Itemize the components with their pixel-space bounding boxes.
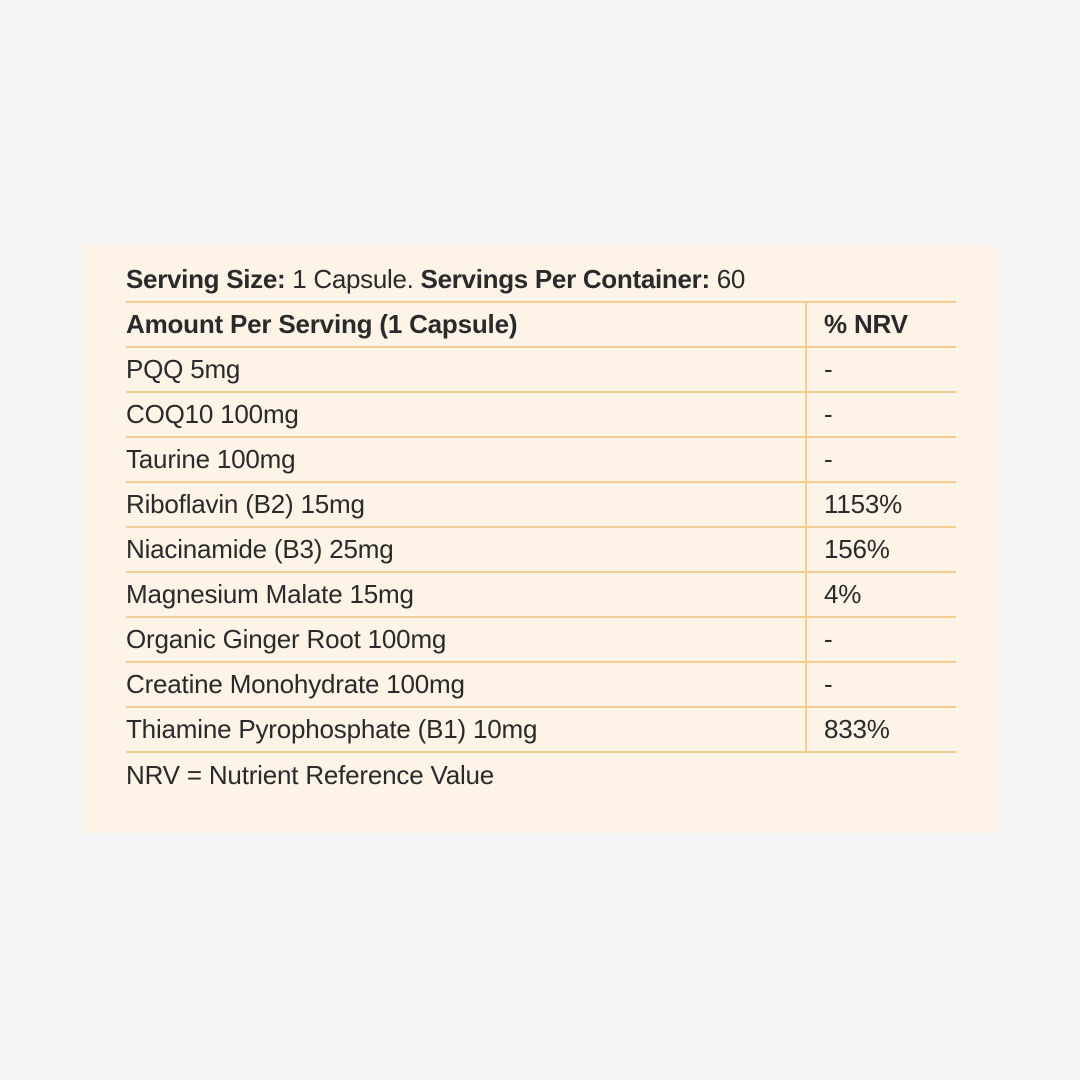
table-row: [126, 708, 956, 753]
ingredient-name: COQ10 100mg: [126, 393, 807, 436]
ingredient-nrv: 4%: [824, 579, 862, 609]
serving-size-value: 1 Capsule.: [285, 264, 414, 294]
ingredient-name: Riboflavin (B2) 15mg: [126, 483, 807, 526]
table-header-row: [126, 303, 956, 348]
servings-per-container-value: 60: [709, 264, 746, 294]
table-row: [126, 438, 956, 483]
supplement-facts-table: [126, 258, 956, 798]
table-row: [126, 483, 956, 528]
servings-per-container-label: Servings Per Container:: [413, 264, 710, 294]
ingredient-nrv: -: [824, 624, 833, 654]
ingredient-name: Magnesium Malate 15mg: [126, 573, 807, 616]
table-row: [126, 663, 956, 708]
ingredient-name: PQQ 5mg: [126, 348, 807, 391]
nrv-footnote: NRV = Nutrient Reference Value: [126, 760, 495, 790]
ingredient-nrv: 156%: [824, 534, 890, 564]
table-row: [126, 393, 956, 438]
ingredient-name: Thiamine Pyrophosphate (B1) 10mg: [126, 708, 807, 751]
header-amount: Amount Per Serving (1 Capsule): [126, 303, 807, 346]
ingredient-nrv: -: [824, 354, 833, 384]
serving-info: [126, 258, 956, 303]
table-row: [126, 573, 956, 618]
ingredient-name: Organic Ginger Root 100mg: [126, 618, 807, 661]
ingredient-name: Taurine 100mg: [126, 438, 807, 481]
table-row: [126, 528, 956, 573]
ingredient-name: Creatine Monohydrate 100mg: [126, 663, 807, 706]
ingredient-nrv: -: [824, 444, 833, 474]
ingredient-nrv: 833%: [824, 714, 890, 744]
ingredient-nrv: -: [824, 669, 833, 699]
table-row: [126, 618, 956, 663]
ingredient-name: Niacinamide (B3) 25mg: [126, 528, 807, 571]
ingredient-nrv: 1153%: [824, 489, 903, 519]
serving-size-label: Serving Size:: [126, 264, 286, 294]
header-nrv: % NRV: [824, 309, 908, 339]
ingredient-nrv: -: [824, 399, 833, 429]
table-row: [126, 348, 956, 393]
